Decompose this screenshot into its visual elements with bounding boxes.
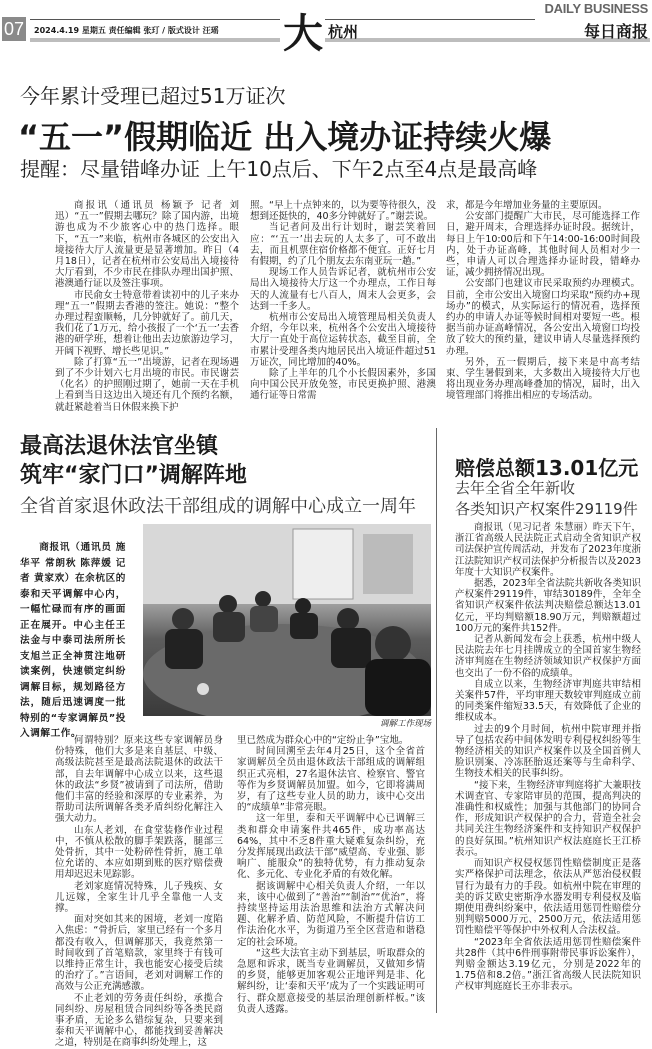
- paragraph: 照。“早上十点钟来的，以为要等待很久，没想到还挺快的，40多分钟就好了。”谢芸说。: [250, 200, 436, 223]
- paragraph: 山东人老刘，在食堂装修作业过程中，不慎从松散的脚手架跌落，腿部三处骨折，其中一处粉碎性骨折，施工单位允诺的、本应如期到账的医疗赔偿费用却迟迟未见踪影。: [55, 824, 223, 881]
- paragraph: “接下来，生物经济审判庭将扩大兼职技术调查官、专家陪审员的范围，提高判决的准确性和权威性；加强与其他部门的协同合作，形成知识产权保护的合力，营造全社会共同关注生物经济案件和支持知识产权保护的良好氛围。”杭州知识产权法庭庭长王江桥表示。: [455, 779, 641, 858]
- story1-kicker: 今年累计受理已超过51万证次: [20, 84, 286, 108]
- story2-headline-line1: 最高法退休法官坐镇: [20, 434, 219, 459]
- photo-scene: [143, 524, 431, 716]
- header-bar: [30, 38, 280, 42]
- header-rule: [30, 19, 280, 20]
- paragraph: 老刘家庭情况特殊，儿子残疾、女儿远嫁，全家生计几乎全靠他一人支撑。: [55, 880, 223, 915]
- column-divider: [436, 428, 437, 1013]
- paragraph: 据该调解中心相关负责人介绍，一年以来，该中心做到了“善治”“制治”“优治”，将持续坚持运用法治思维和法治方式解决问题、化解矛盾、防范风险，不断提升信访工作法治化水平，为街道乃至全区营造和谐稳定的社会环境。: [237, 880, 425, 948]
- mediation-photo: [143, 524, 431, 716]
- page-number: 07: [3, 19, 25, 39]
- date-line: 2024.4.19 星期五 责任编辑 张玎 / 版式设计 汪瑶: [34, 26, 219, 35]
- paragraph: 商报讯（通讯员 杨颖予 记者 刘迅）“五一”假期去哪玩？除了国内游，出境游也成为不少旅客心中的热门选择。眼下，“五一”来临，杭州市各城区的公安出入境接待大厅人流量更是显著增加。昨日（4月18日），记者在杭州市公安局出入境接待大厅看到，不少市民在排队办理出国护照、港澳通行证以及签注事项。: [55, 200, 239, 290]
- story2-column-1: [55, 735, 223, 1049]
- paragraph: 除了上半年的几个小长假因素外，多国向中国公民开放免签，市民更换护照、港澳通行证等日常需: [250, 368, 436, 402]
- story1-subhead: 提醒：尽量错峰办证 上午10点后、下午2点至4点是最高峰: [20, 157, 538, 181]
- paragraph: “2023年全省依法适用惩罚性赔偿案件共28件（其中6件刑事附带民事诉讼案件），判赔金额达3.19亿元，分别是2022年的1.75倍和8.2倍。”浙江省高级人民法院知识产权审判庭庭长王亦非表示。: [455, 936, 641, 993]
- paragraph: 自成立以来，生物经济审判庭共审结相关案件57件，平均审理天数较审判庭成立前的同类案件缩短33.5天，有效降低了企业的维权成本。: [455, 678, 641, 724]
- paragraph: 里已然成为群众心中的“定纷止争”宝地。: [237, 735, 409, 746]
- story2-headline-line2: 筑牢“家门口”调解阵地: [20, 463, 247, 488]
- story1-column-3: [446, 200, 640, 402]
- paragraph: 时间回溯至去年4月25日，这个全省首家调解员全员由退休政法干部组成的调解组织正式亮相，27名退休法官、检察官、警官等作为乡贤调解员加盟。如今，它即将满周岁，有了这些专业人员的助力，该中心交出的“成绩单”非常亮眼。: [237, 746, 425, 814]
- paragraph: 求，都是今年增加业务量的主要原因。: [446, 200, 608, 211]
- story2-lead: [20, 540, 126, 742]
- paragraph: 公安部门提醒广大市民，尽可能选择工作日，避开周末，合理选择办证时段。据统计，每日上午10:00后和下午14:00-16:00时间段内，处于办证高峰，其他时间人员相对少一些，申请人可以合理选择办证时段，错峰办证，减少拥挤情况出现。: [446, 211, 640, 279]
- paragraph: “这些大法官主动下到基层，听取群众的急愿和诉求，既当专业调解员，又做知乡情的乡贤，能够更加客观公正地评判是非、化解纠纷，让‘泰和天平’成为了一个实践证明可行、群众愿意接受的基层治理创新样板。”该负责人透露。: [237, 947, 425, 1015]
- paragraph: 当记者问及出行计划时，谢芸笑着回应：“‘五一’出去玩的人太多了，可不敢出去，而且机票住宿价格都不便宜。正好七月有假期，约了几个朋友去东南亚玩一趟。”: [250, 222, 436, 268]
- paragraph: 何谓特别？原来这些专家调解员身份特殊，他们大多是来自基层、中级、高级法院甚至是最高法院退休的政法干部，自去年调解中心成立以来，这些退休的政法“乡贤”被请到了司法所，借助他们丰富的经验和深厚的专业素养，为帮助司法所调解各类矛盾纠纷化解注入强大动力。: [55, 735, 223, 825]
- section-logo: 大: [283, 10, 323, 57]
- paragraph: 市民俞女士特意带着读初中的儿子来办理“五一”假期去香港的签注。她说：“整个办理过程蛮顺畅，几分钟就好了。前几天，我们花了1万元，给小孩报了一个‘五一’去香港的研学班，想着让他出去边旅游边学习，开阔下视野、增长些见识。”: [55, 289, 239, 357]
- story3-subhead: [455, 478, 638, 520]
- story2-column-2: [237, 735, 425, 1015]
- story3-body: [455, 522, 641, 993]
- header-rule: [325, 19, 535, 20]
- story1-headline: “五一”假期临近 出入境办证持续火爆: [18, 118, 552, 156]
- brand-english: DAILY BUSINESS: [544, 1, 648, 16]
- paragraph: 面对突如其来的困境，老刘一度陷入焦虑：“骨折后，家里已经有一个多月都没有收入，但调解那天，我竟然第一时间收到了首笔赔款，家里终于有钱可以维持正常生计，我也能安心接受后续的治疗了。”言语间，老刘对调解工作的高效与公正充满感激。: [55, 914, 223, 993]
- section-name: 杭州: [328, 23, 359, 41]
- paragraph: 公安部门也建议市民采取预约办理模式。目前，全市公安出入境窗口均采取“预约办+现场办”的模式，从实际运行的情况看，选择预约办的申请人办证等候时间相对要短一些。根据当前办证高峰情况，各公安出入境窗口均投放了较大的预约量，建议申请人尽量选择预约办理。: [446, 278, 640, 357]
- paragraph: 现场工作人员告诉记者，就杭州市公安局出入境接待大厅这一个办理点，工作日每天的人流量有七八百人，周末人会更多，会达到一千多人。: [250, 267, 436, 312]
- paragraph: 记者从新闻发布会上获悉，杭州中级人民法院去年七月挂牌成立的全国首家生物经济审判庭在生物经济领域知识产权保护方面也交出了一份不俗的成绩单。: [455, 634, 641, 679]
- photo-caption: 调解工作现场: [380, 719, 432, 729]
- story2-headline: [20, 432, 247, 490]
- paragraph: 过去的9个月时间，杭州中院审理并指导了包括农药中间体发明专利侵权纠纷等生物经济相关的知识产权案件以及全国首例人脸识别案、冷冻胚胎返还案等与生命科学、生物技术相关的民事纠纷。: [455, 723, 641, 780]
- paragraph: 商报讯（通讯员 施华平 常朗秋 陈萍媛 记者 黄家欢）在余杭区的泰和天平调解中心内，一幅忙碌而有序的画面正在展开。中心主任王法金与中泰司法所所长支旭兰正全神贯注地研读案例，快速锁定纠纷调解目标，规划路径方法，随后迅速调度一批特别的“专家调解员”投入调解工作。: [20, 542, 126, 739]
- paragraph: 杭州市公安局出入境管理局相关负责人介绍，今年以来，杭州各个公安出入境接待大厅一直处于高位运转状态，截至目前，全市累计受理各类内地居民出入境证件超过51万证次，同比增加的40%。: [250, 312, 436, 368]
- story1-column-1: [55, 200, 239, 413]
- story2-subhead: 全省首家退休政法干部组成的调解中心成立一周年: [20, 496, 416, 517]
- paragraph: 不止老刘的劳务责任纠纷，承揽合同纠纷、房屋租赁合同纠纷等各类民商事矛盾，无论多么错综复杂，只要来到泰和天平调解中心，都能找到妥善解决之道，特别是在商事纠纷处理上，这: [55, 992, 223, 1049]
- paragraph: 而知识产权侵权惩罚性赔偿制度正是落实严格保护司法理念，依法从严惩治侵权假冒行为最有力的手段。如杭州中院在审理的美的诉艾欧史密斯净水器发明专利侵权及临期使用费纠纷案中，依法适用惩罚性赔偿分别判赔5000万元、2500万元，依法适用惩罚性赔偿平等保护中外权利人合法权益。: [455, 858, 641, 937]
- story3-headline: 赔偿总额13.01亿元: [455, 456, 639, 480]
- paragraph: 商报讯（见习记者 朱慧丽）昨天下午，浙江省高级人民法院正式启动全省知识产权司法保护宣传周活动，并发布了2023年度浙江法院知识产权司法保护分析报告以及2023年度十大知识产权案件。: [455, 522, 641, 578]
- paragraph: 这一年里，泰和天平调解中心已调解三类和群众申请案件共465件，成功率高达64%，其中不乏8件重大疑难复杂纠纷，充分发挥展现出政法干部“威望高、专业强、影响广、能服众”的独特优势，有力推动复杂化、多元化、专业化矛盾的有效化解。: [237, 813, 425, 881]
- brand-chinese: 每日商报: [583, 22, 648, 41]
- story1-column-2: [250, 200, 436, 402]
- story3-subhead-line2: 各类知识产权案件29119件: [455, 500, 638, 518]
- story3-subhead-line1: 去年全省全年新收: [455, 479, 576, 497]
- paragraph: 据悉，2023年全省法院共新收各类知识产权案件29119件，审结30189件，全年全省知识产权案件依法判决赔偿总额达13.01亿元，平均判赔额18.90万元，判赔额超过100万元的案件共152件。: [455, 578, 641, 634]
- paragraph: 另外，五一假期后，接下来是中高考结束、学生暑假到来，大多数出入境接待大厅也将出现业务办理高峰叠加的情况，届时，出入境管理部门将推出相应的专场活动。: [446, 356, 640, 402]
- paragraph: 除了打算“五一”出境游，记者在现场遇到了不少计划六七月出境的市民。市民谢芸（化名）的护照刚过期了，她前一天在手机上看到当日这边出入境还有几个预约名额，就赶紧趁着当日休假来换下护: [55, 356, 239, 413]
